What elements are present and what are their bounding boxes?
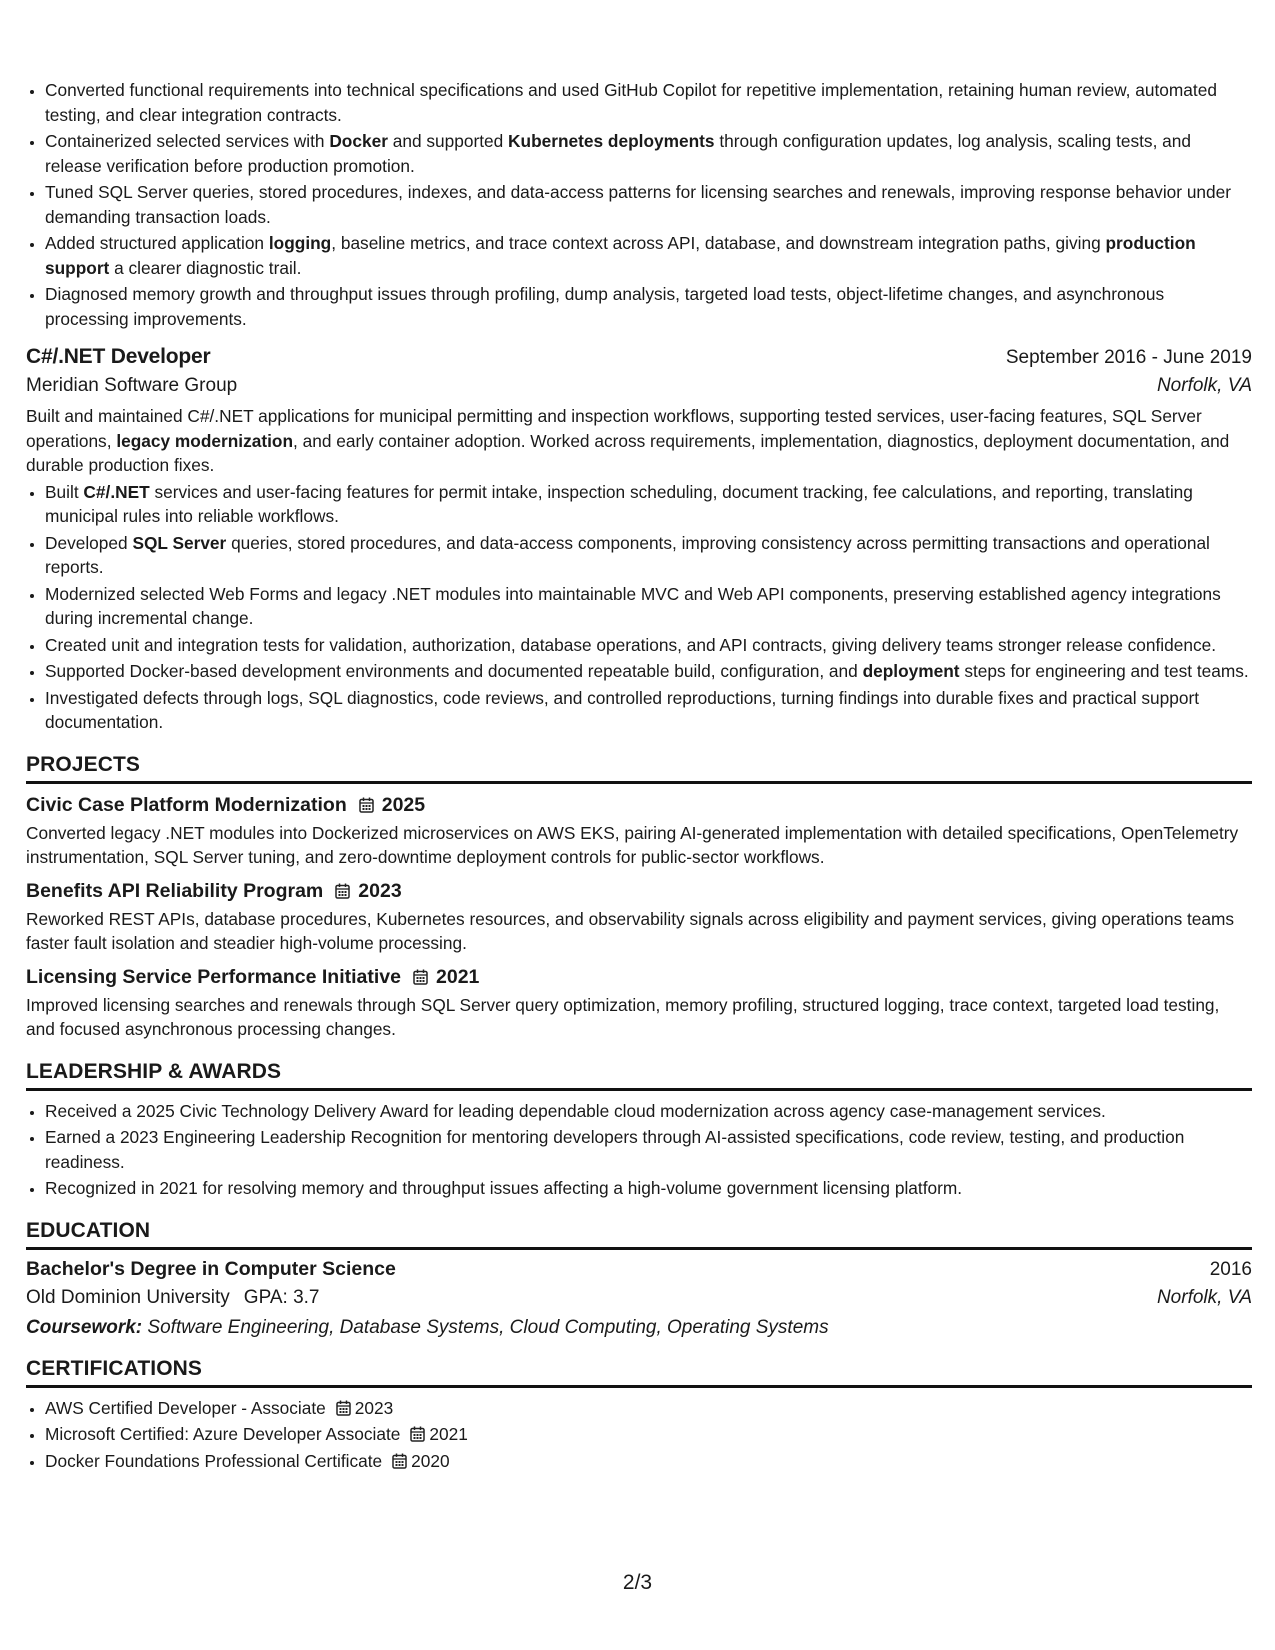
project-header	[26, 794, 1252, 817]
project-entry	[26, 794, 1252, 870]
section-title-certifications: CERTIFICATIONS	[26, 1357, 1252, 1388]
bullet-text: queries, stored procedures, and data-access components, improving consistency across permitting transactions and operational reports.	[45, 532, 1210, 577]
list-item	[45, 531, 1252, 580]
list-item: • Received a 2025 Civic Technology Delivery Award for leading dependable cloud modernization across agency case-management services.	[45, 1099, 1252, 1124]
certification-name: Docker Foundations Professional Certificate	[45, 1450, 383, 1471]
bullet-bold: Kubernetes deployments	[508, 131, 715, 151]
bullet-text: a clearer diagnostic trail.	[109, 257, 302, 278]
list-item	[45, 686, 1252, 735]
calendar-icon	[336, 1400, 351, 1416]
project-entry	[26, 880, 1252, 956]
project-description: Converted legacy .NET modules into Dockerized microservices on AWS EKS, pairing AI-generated implementation with detailed specifications, OpenTelemetry instrumentation, SQL Server tuning, and zero-downtime deployment controls for public-sector workflows.	[26, 822, 1239, 867]
job-subheader	[26, 375, 1252, 397]
gpa: GPA: 3.7	[243, 1286, 320, 1308]
bullet-text: and supported	[387, 131, 509, 151]
project-year: 2025	[381, 793, 426, 816]
project-header	[26, 966, 1252, 989]
list-item	[45, 480, 1252, 529]
project-entry	[26, 966, 1252, 1042]
project-year: 2023	[358, 879, 402, 902]
bullet-text: , baseline metrics, and trace context across API, database, and downstream integration paths, giving	[331, 233, 1106, 253]
bullet-text: Built	[45, 481, 84, 502]
project-name: Civic Case Platform Modernization	[26, 793, 347, 816]
education-subheader	[26, 1287, 1252, 1309]
bullet-bold: production support	[45, 233, 1196, 278]
project-description: Improved licensing searches and renewals through SQL Server query optimization, memory profiling, structured logging, trace context, targeted load testing, and focused asynchronous processing changes.	[26, 994, 1220, 1039]
bullet-text: Containerized selected services with	[45, 131, 330, 151]
summary-text: , and early container adoption. Worked across requirements, implementation, diagnostics, deployment documentation, and durable production fixes.	[26, 430, 1230, 475]
list-item	[45, 231, 1252, 280]
page-number: 2/3	[622, 1571, 653, 1594]
school-line	[26, 1287, 319, 1309]
calendar-icon	[413, 969, 428, 985]
list-item	[45, 1396, 1252, 1421]
coursework-label: Coursework:	[26, 1316, 143, 1338]
certifications-list	[26, 1396, 1252, 1474]
list-item	[45, 582, 1252, 631]
bullet-text: Modernized selected Web Forms and legacy .NET modules into maintainable MVC and Web API components, preserving established agency integrations during incremental change.	[45, 583, 1221, 628]
project-name: Licensing Service Performance Initiative	[26, 965, 401, 988]
bullet-text: Tuned SQL Server queries, stored procedures, indexes, and data-access patterns for licensing searches and renewals, improving response behavior under demanding transaction loads.	[45, 182, 1232, 227]
section-title-awards: LEADERSHIP & AWARDS	[26, 1060, 1252, 1091]
bullet-text: Converted functional requirements into technical specifications and used GitHub Copilot for repetitive implementation, retaining human review, automated testing, and clear integration contracts.	[45, 80, 1217, 125]
graduation-year: 2016	[1209, 1258, 1252, 1280]
school-location: Norfolk, VA	[1156, 1286, 1252, 1308]
bullet-text: Supported Docker-based development environments and documented repeatable build, configuration, and	[45, 661, 863, 681]
calendar-icon	[410, 1426, 425, 1442]
certification-year: 2021	[429, 1424, 468, 1444]
project-year: 2021	[436, 965, 480, 988]
coursework-list: Software Engineering, Database Systems, Cloud Computing, Operating Systems	[147, 1316, 829, 1338]
calendar-icon	[335, 883, 350, 899]
bullet-text: Created unit and integration tests for validation, authorization, database operations, and API contracts, giving delivery teams stronger release confidence.	[45, 634, 1217, 655]
awards-list	[26, 1099, 1252, 1201]
job-title: C#/.NET Developer	[26, 345, 211, 368]
bullet-bold: C#/.NET	[83, 481, 150, 502]
list-item: • Recognized in 2021 for resolving memory and throughput issues affecting a high-volume government licensing platform.	[45, 1176, 1252, 1201]
list-item	[45, 1422, 1252, 1447]
degree-name: Bachelor's Degree in Computer Science	[26, 1257, 396, 1280]
section-title-projects: PROJECTS	[26, 753, 1252, 784]
calendar-icon	[359, 797, 374, 813]
certification-name: AWS Certified Developer - Associate	[45, 1397, 326, 1418]
certification-year: 2020	[411, 1450, 450, 1471]
calendar-icon	[392, 1453, 407, 1469]
resume-page	[26, 78, 1252, 1475]
bullet-bold: Docker	[329, 131, 388, 151]
bullet-text: Added structured application	[45, 233, 269, 253]
experience-bullets-previous-role	[26, 78, 1252, 331]
certification-year: 2023	[354, 1397, 394, 1418]
list-item	[45, 129, 1252, 178]
bullet-text: Developed	[45, 532, 133, 553]
bullet-bold: SQL Server	[132, 532, 227, 553]
list-item	[45, 633, 1252, 658]
bullet-text: Diagnosed memory growth and throughput issues through profiling, dump analysis, targeted load tests, object-lifetime changes, and asynchronous processing improvements.	[45, 284, 1165, 329]
certification-name: Microsoft Certified: Azure Developer Associate	[45, 1424, 401, 1444]
summary-bold: legacy modernization	[116, 430, 294, 451]
projects-list	[26, 794, 1252, 1042]
job-header	[26, 345, 1252, 369]
job-summary	[26, 404, 1252, 478]
section-title-education: EDUCATION	[26, 1219, 1252, 1250]
list-item	[45, 659, 1252, 684]
list-item	[45, 78, 1252, 127]
list-item	[45, 1449, 1252, 1474]
job-entry	[26, 345, 1252, 735]
education-entry	[26, 1258, 1252, 1339]
company-name: Meridian Software Group	[26, 375, 238, 396]
bullet-text: Investigated defects through logs, SQL diagnostics, code reviews, and controlled reproductions, turning findings into durable fixes and practical support documentation.	[45, 687, 1200, 732]
list-item	[45, 180, 1252, 229]
education-header	[26, 1258, 1252, 1281]
list-item	[45, 282, 1252, 331]
school-name: Old Dominion University	[26, 1286, 230, 1308]
bullet-bold: deployment	[862, 661, 960, 681]
bullet-text: through configuration updates, log analysis, scaling tests, and release verification before production promotion.	[45, 131, 1192, 176]
list-item: • Earned a 2023 Engineering Leadership Recognition for mentoring developers through AI-assisted specifications, code review, testing, and production readiness.	[45, 1125, 1252, 1174]
job-dates: September 2016 - June 2019	[1005, 347, 1252, 368]
coursework	[26, 1317, 1252, 1339]
bullet-text: steps for engineering and test teams.	[959, 661, 1249, 681]
bullet-text: services and user-facing features for permit intake, inspection scheduling, document tracking, fee calculations, and reporting, translating municipal rules into reliable workflows.	[45, 481, 1193, 526]
job-location: Norfolk, VA	[1156, 375, 1252, 396]
summary-text: Built and maintained C#/.NET applications for municipal permitting and inspection workflows, supporting tested services, user-facing features, SQL Server operations,	[26, 406, 1202, 451]
job-bullets	[26, 480, 1252, 735]
project-name: Benefits API Reliability Program	[26, 879, 324, 902]
project-header	[26, 880, 1252, 903]
project-description: Reworked REST APIs, database procedures, Kubernetes resources, and observability signals across eligibility and payment services, giving operations teams faster fault isolation and steadier high-volume processing.	[26, 908, 1235, 953]
bullet-bold: logging	[268, 233, 332, 253]
